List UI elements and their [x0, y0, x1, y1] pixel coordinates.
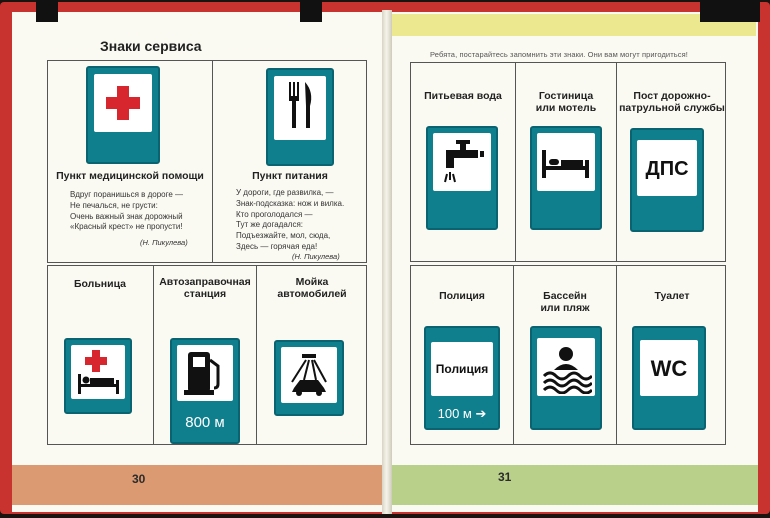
hotel-sign [530, 126, 602, 230]
car-wash-icon [286, 352, 332, 398]
police-text: Полиция [435, 362, 489, 376]
left-bottom-band [12, 465, 384, 505]
car-wash-sign [274, 340, 344, 416]
wc-text: WC [650, 356, 688, 381]
hospital-sign [64, 338, 132, 414]
right-bottom-band [388, 465, 758, 505]
red-cross-icon [106, 86, 140, 120]
sign-label: Пункт питания [252, 170, 328, 182]
fuel-station-sign [170, 338, 240, 444]
drinking-water-sign [426, 126, 498, 230]
binder-clip [700, 0, 760, 22]
page-number: 30 [132, 472, 146, 486]
bed-icon [541, 146, 591, 180]
sign-label: Гостиница или мотель [535, 90, 597, 115]
poem-author: (Н. Пикулева) [292, 252, 340, 261]
fuel-pump-icon [184, 350, 226, 396]
swimmer-icon [540, 342, 592, 394]
sign-label: Пост дорожно- патрульной службы [619, 90, 725, 115]
medical-aid-sign [86, 66, 160, 164]
page-note: Ребята, постарайтесь запомнить эти знаки. Они вам могут пригодиться! [430, 50, 688, 59]
poem: Вдруг поранишься в дороге — Не печалься, не грусти: Очень важный знак дорожный «Красный крест» не пропусти! [70, 190, 184, 232]
pool-sign [530, 326, 602, 430]
sign-label: Мойка автомобилей [277, 276, 347, 301]
sign-label: Бассейн или пляж [540, 290, 590, 315]
food-point-sign [266, 68, 334, 166]
distance-label: 800 м [185, 414, 225, 431]
fork-knife-icon [288, 82, 314, 128]
hospital-bed-icon [76, 350, 122, 396]
sign-label: Туалет [654, 290, 690, 302]
book-spine [382, 10, 392, 514]
water-tap-icon [438, 138, 486, 186]
sign-label: Полиция [439, 290, 485, 302]
dps-text: ДПС [645, 158, 689, 180]
distance-label: 100 м ➔ [437, 406, 487, 421]
sign-label: Больница [73, 278, 127, 290]
poem-author: (Н. Пикулева) [140, 238, 188, 247]
toilet-sign [632, 326, 706, 430]
sign-label: Питьевая вода [424, 90, 502, 102]
dps-sign [630, 128, 704, 232]
sign-label: Пункт медицинской помощи [56, 170, 204, 182]
police-sign [424, 326, 500, 430]
binder-clip [300, 0, 322, 22]
page-title: Знаки сервиса [100, 38, 202, 54]
poem: У дороги, где развилка, — Знак-подсказка: нож и вилка. Кто проголодался — Тут же догадался: Подъезжайте, мол, сюда, Здесь — горячая еда! [236, 188, 345, 251]
binder-clip [36, 0, 58, 22]
page-number: 31 [498, 470, 512, 484]
sign-label: Автозаправочная станция [159, 276, 251, 301]
